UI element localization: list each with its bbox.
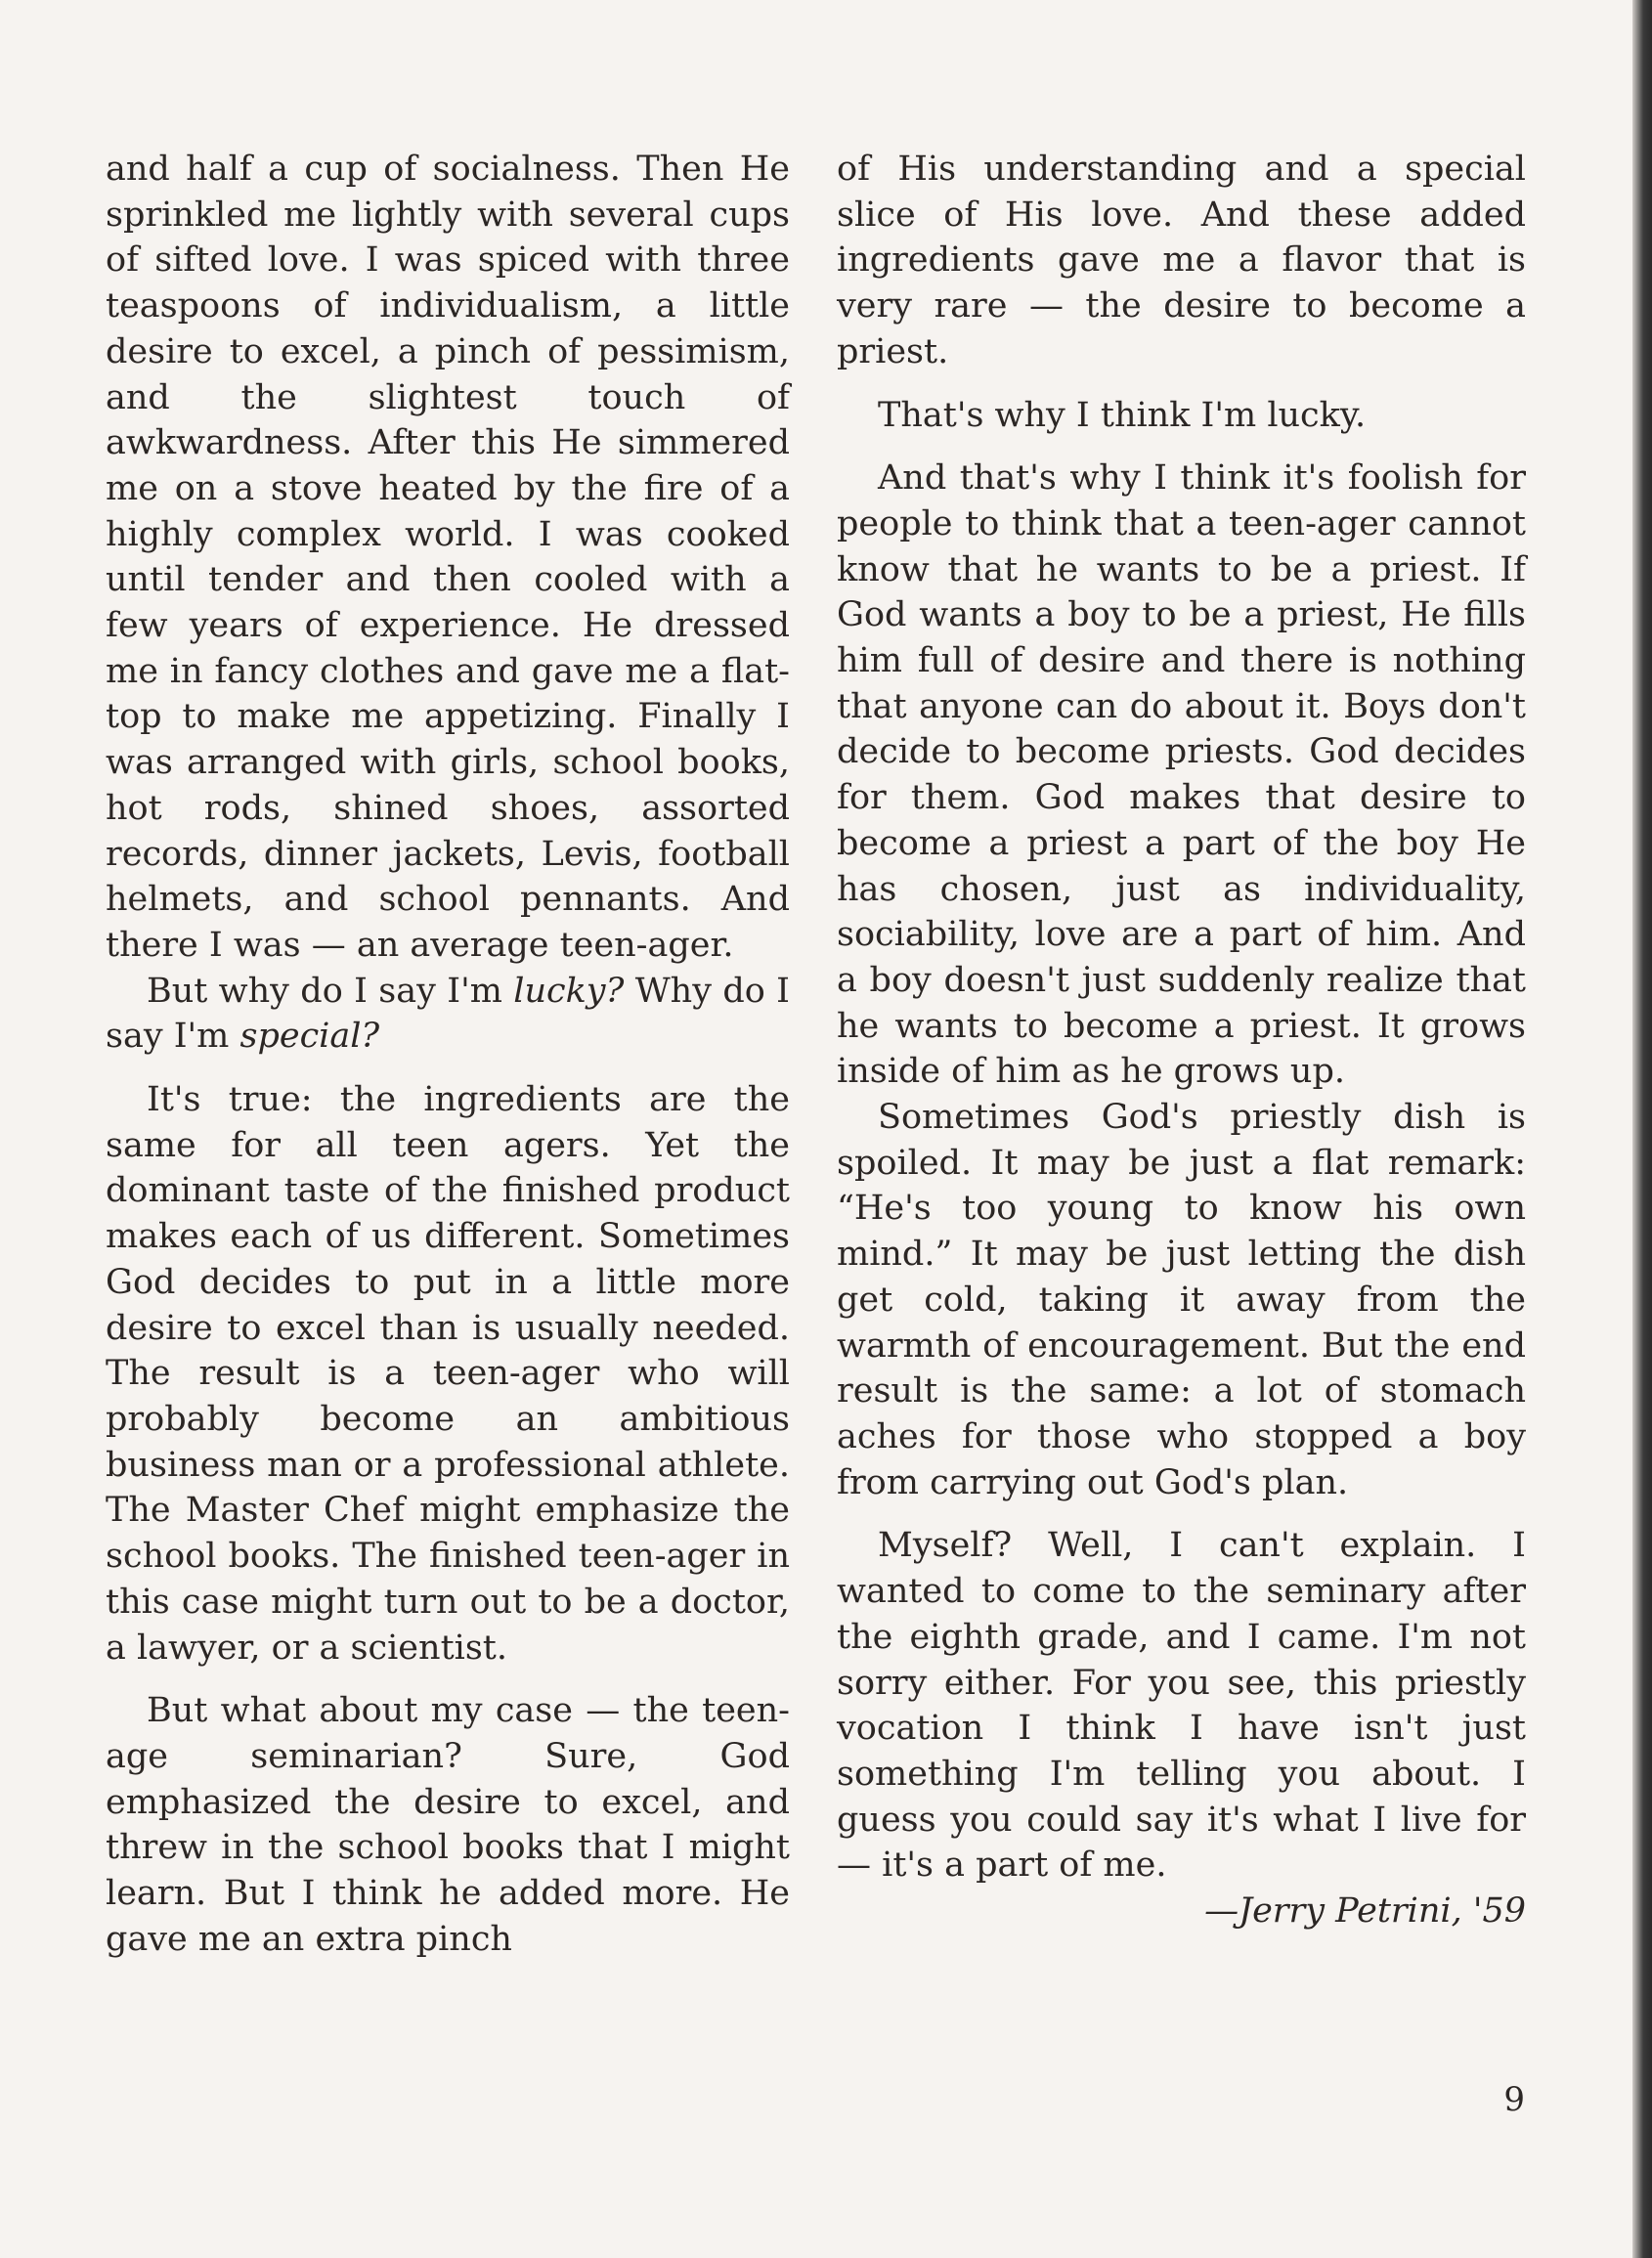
paragraph: That's why I think I'm lucky. (878, 395, 1367, 435)
paragraph: It's true: the ingredients are the same for all teen agers. Yet the dominant taste of the finished product makes each of us different. Sometimes God decides to put in a little more desire to excel than is usually needed. The result is a teen-ager who will probably become an ambitious business man or a professional athlete. The Master Chef might emphasize the school books. The finished teen-ager in this case might turn out to be a doctor, a lawyer, or a scientist. (106, 1080, 790, 1668)
text-run: Why do I say I'm (106, 971, 790, 1057)
page-number: 9 (1503, 2080, 1525, 2119)
paragraph: Sometimes God's priestly dish is spoiled. It may be just a flat remark: “He's too young to know his own mind.” It may be just letting the dish get cold, taking it away from the warmth of encouragement. But the end result is the same: a lot of stomach aches for those who stopped a boy from carrying out God's plan. (837, 1098, 1526, 1502)
paragraph: And that's why I think it's foolish for people to think that a teen-ager cannot know that he wants to be a priest. If God wants a boy to be a priest, He fills him full of desire and there is nothing that anyone can do about it. Boys don't decide to become priests. God decides for them. God makes that desire to become a priest a part of the boy He has chosen, just as individuality, sociability, love are a part of him. And a boy doesn't just suddenly realize that he wants to become a priest. It grows inside of him as he grows up. (837, 458, 1526, 1092)
emphasis-special: special? (239, 1017, 380, 1057)
emphasis-lucky: lucky? (513, 971, 625, 1011)
right-column (837, 147, 1526, 1934)
paragraph (106, 969, 790, 1060)
left-column (106, 147, 790, 1962)
page-edge (1632, 0, 1652, 2258)
paragraph: But what about my case — the teen-age seminarian? Sure, God emphasized the desire to excel, and threw in the school books that I might learn. But I think he added more. He gave me an extra pinch (106, 1691, 790, 1959)
paragraph: and half a cup of socialness. Then He sprinkled me lightly with several cups of sifted love. I was spiced with three teaspoons of individualism, a little desire to excel, a pinch of pessimism, and the slightest touch of awkwardness. After this He simmered me on a stove heated by the fire of a highly complex world. I was cooked until tender and then cooled with a few years of experience. He dressed me in fancy clothes and gave me a flat-top to make me appetizing. Finally I was arranged with girls, school books, hot rods, shined shoes, assorted records, dinner jackets, Levis, football helmets, and school pennants. And there I was — an average teen-ager. (106, 150, 790, 965)
paragraph: of His understanding and a special slice of His love. And these added ingredients gave me a flavor that is very rare — the desire to become a priest. (837, 150, 1526, 371)
paragraph: Myself? Well, I can't explain. I wanted to come to the seminary after the eighth grade, and I came. I'm not sorry either. For you see, this priestly vocation I think I have isn't just something I'm telling you about. I guess you could say it's what I live for — it's a part of me. (837, 1526, 1526, 1886)
text-run: But why do I say I'm (147, 971, 514, 1011)
author-signature: —Jerry Petrini, '59 (1204, 1891, 1526, 1932)
